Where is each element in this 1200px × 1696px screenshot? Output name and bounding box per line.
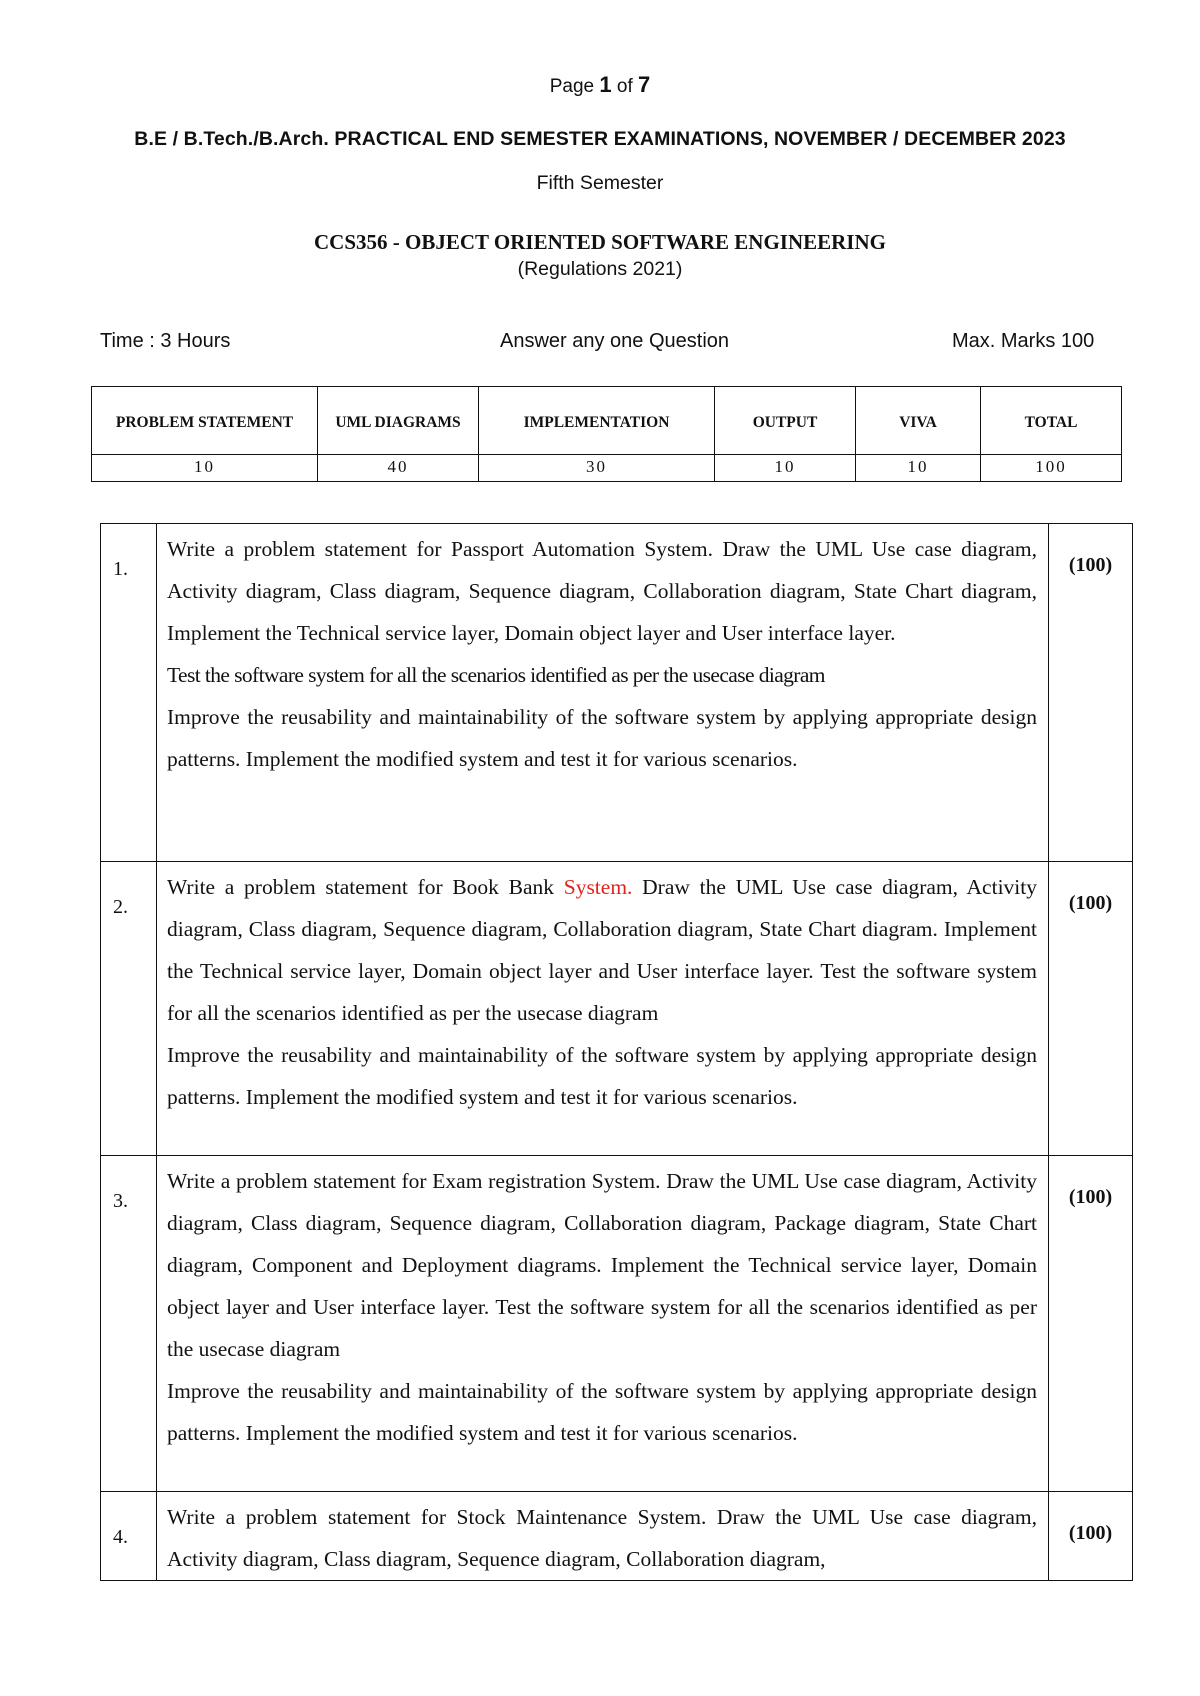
page-of: of [616, 76, 633, 97]
marks-value-cell: 10 [92, 455, 318, 482]
course-title: CCS356 - OBJECT ORIENTED SOFTWARE ENGINEERING [314, 230, 886, 254]
exam-duration: Time : 3 Hours [100, 330, 231, 352]
marks-header-cell: VIVA [856, 387, 981, 455]
question-row [101, 1156, 1133, 1492]
marks-value-cell: 10 [715, 455, 856, 482]
page-indicator [0, 72, 1200, 98]
question-text-segment: Write a problem statement for Book Bank [167, 875, 564, 899]
question-number: 3. [101, 1156, 157, 1492]
question-marks: (100) [1049, 1156, 1133, 1492]
page-label: Page [549, 76, 595, 97]
exam-title: B.E / B.Tech./B.Arch. PRACTICAL END SEMESTER EXAMINATIONS, NOVEMBER / DECEMBER 2023 [134, 128, 1066, 150]
marks-header-cell: UML DIAGRAMS [318, 387, 479, 455]
exam-instruction: Answer any one Question [500, 330, 730, 352]
question-number: 4. [101, 1492, 157, 1581]
question-text [157, 524, 1049, 862]
question-paragraph: Test the software system for all the scenarios identified as per the usecase diagram [167, 663, 825, 687]
marks-value-cell: 40 [318, 455, 479, 482]
question-text-segment: Draw the UML Use case diagram, Activity diagram, Class diagram, Sequence diagram, Collaboration diagram, State Chart diagram. Implement the Technical service layer, Domain object layer and User interface layer. Test the software system for all the scenarios identified as per the usecase diagram [167, 875, 1037, 1025]
question-number: 1. [101, 524, 157, 862]
question-paragraph: Write a problem statement for Passport Automation System. Draw the UML Use case diagram, Activity diagram, Class diagram, Sequence diagram, Collaboration diagram, State Chart diagram, Implement the Technical service layer, Domain object layer and User interface layer. [167, 537, 1037, 645]
marks-header-cell: PROBLEM STATEMENT [92, 387, 318, 455]
questions-table [100, 523, 1133, 1581]
question-text [157, 862, 1049, 1156]
marks-value-cell: 10 [856, 455, 981, 482]
question-marks: (100) [1049, 524, 1133, 862]
max-marks: Max. Marks 100 [952, 330, 1095, 352]
question-paragraph: Improve the reusability and maintainability of the software system by applying appropriate design patterns. Implement the modified system and test it for various scenarios. [167, 1043, 1037, 1109]
highlighted-word: System. [563, 875, 633, 899]
marks-value-cell: 100 [981, 455, 1122, 482]
question-paragraph: Improve the reusability and maintainability of the software system by applying appropriate design patterns. Implement the modified system and test it for various scenarios. [167, 1379, 1037, 1445]
question-row [101, 524, 1133, 862]
question-row [101, 862, 1133, 1156]
marks-value-cell: 30 [479, 455, 715, 482]
question-row [101, 1492, 1133, 1581]
question-text [157, 1492, 1049, 1581]
page-total: 7 [638, 72, 651, 97]
marks-value-row [92, 455, 1122, 482]
marks-header-cell: OUTPUT [715, 387, 856, 455]
marks-header-cell: TOTAL [981, 387, 1122, 455]
regulations: (Regulations 2021) [517, 258, 683, 280]
question-paragraph: Write a problem statement for Exam registration System. Draw the UML Use case diagram, Activity diagram, Class diagram, Sequence diagram, Collaboration diagram, Package diagram, State Chart diagram, Component and Deployment diagrams. Implement the Technical service layer, Domain object layer and User interface layer. Test the software system for all the scenarios identified as per the usecase diagram [167, 1169, 1037, 1361]
question-marks: (100) [1049, 862, 1133, 1156]
marks-header-cell: IMPLEMENTATION [479, 387, 715, 455]
marks-distribution-table [91, 386, 1122, 482]
question-text [157, 1156, 1049, 1492]
question-paragraph: Write a problem statement for Stock Maintenance System. Draw the UML Use case diagram, Activity diagram, Class diagram, Sequence diagram, Collaboration diagram, [167, 1505, 1037, 1571]
page-current: 1 [599, 72, 612, 97]
question-paragraph [167, 866, 1037, 1034]
marks-header-row [92, 387, 1122, 455]
question-paragraph: Improve the reusability and maintainability of the software system by applying appropriate design patterns. Implement the modified system and test it for various scenarios. [167, 705, 1037, 771]
semester: Fifth Semester [536, 172, 664, 194]
question-number: 2. [101, 862, 157, 1156]
question-marks: (100) [1049, 1492, 1133, 1581]
